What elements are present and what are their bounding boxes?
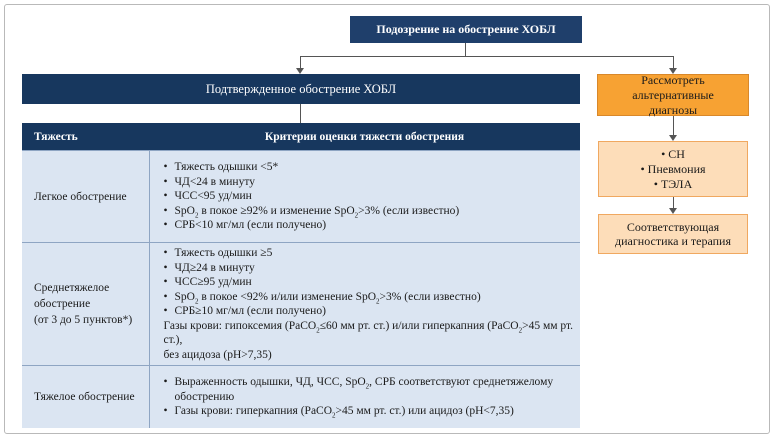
- criterion-item: • SpO$_2$ в покое <92% и/или изменение SpO$_2$>3% (если известно): [164, 290, 581, 305]
- differential-heart-failure: • СН: [661, 146, 685, 161]
- severity-moderate-label: Среднетяжелое обострение (от 3 до 5 пунктов*): [34, 282, 133, 326]
- differential-pneumonia: • Пневмония: [640, 161, 706, 176]
- criterion-item: • ЧД<24 в минуту: [164, 175, 581, 190]
- diagnostics-therapy-box: [598, 214, 748, 254]
- criterion-item: • Выраженность одышки, ЧД, ЧСС, SpO$_2$, СРБ соответствуют среднетяжелому обострению: [164, 375, 581, 404]
- criterion-item: • ЧСС<95 уд/мин: [164, 189, 581, 204]
- severity-severe: Тяжелое обострение: [22, 366, 149, 429]
- confirmed-exacerbation-label: Подтвержденное обострение ХОБЛ: [205, 81, 397, 96]
- suspected-exacerbation-box: [350, 16, 582, 43]
- connector-dx-to-tx: [673, 197, 674, 208]
- confirmed-exacerbation-box: [22, 74, 580, 104]
- connector-top-down: [465, 43, 466, 56]
- table-header-row: [22, 123, 580, 151]
- criteria-moderate: [149, 243, 580, 366]
- severity-mild: Легкое обострение: [22, 151, 149, 243]
- criterion-item: • SpO$_2$ в покое ≥92% и изменение SpO$_2$>3% (если известно): [164, 204, 581, 219]
- criterion-item: • ЧД≥24 в минуту: [164, 261, 581, 276]
- alternative-diagnoses-label: Рассмотреть альтернативные диагнозы: [632, 72, 714, 117]
- criterion-item: • Тяжесть одышки <5*: [164, 160, 581, 175]
- suspected-exacerbation-label: Подозрение на обострение ХОБЛ: [376, 22, 556, 36]
- connector-branch: [300, 56, 674, 57]
- connector-confirmed-to-table: [300, 104, 301, 123]
- connector-right-branch: [673, 56, 674, 68]
- table-row-mild: [22, 151, 580, 243]
- criterion-item: • СРБ≥10 мг/мл (если получено): [164, 304, 581, 319]
- connector-alt-to-dx: [673, 116, 674, 135]
- differential-pulmonary-embolism: • ТЭЛА: [653, 176, 693, 191]
- alternative-diagnoses-box: [597, 74, 749, 116]
- criteria-severe: [149, 366, 580, 429]
- differential-diagnoses-box: [598, 141, 748, 197]
- criterion-item: • Газы крови: гиперкапния (PaCO$_2$>45 мм рт. ст.) или ацидоз (рН<7,35): [164, 404, 581, 419]
- severity-table: [22, 123, 580, 428]
- blood-gas-moderate: Газы крови: гипоксемия (PaCO$_2$≤60 мм рт. ст.) и/или гиперкапния (PaCO$_2$>45 мм рт. ст.), без ацидоза (рН>7,35): [163, 319, 574, 361]
- severity-moderate: [22, 243, 149, 366]
- criterion-item: • Тяжесть одышки ≥5: [164, 246, 581, 261]
- criterion-item: • СРБ<10 мг/мл (если получено): [164, 218, 581, 233]
- diagnostics-therapy-label: Соответствующая диагностика и терапия: [615, 220, 731, 248]
- header-severity: Тяжесть: [22, 123, 149, 151]
- table-row-severe: [22, 366, 580, 429]
- header-criteria: Критерии оценки тяжести обострения: [149, 123, 580, 151]
- criterion-item: • ЧСС≥95 уд/мин: [164, 275, 581, 290]
- criteria-mild: [149, 151, 580, 243]
- table-row-moderate: [22, 243, 580, 366]
- connector-left-branch: [300, 56, 301, 68]
